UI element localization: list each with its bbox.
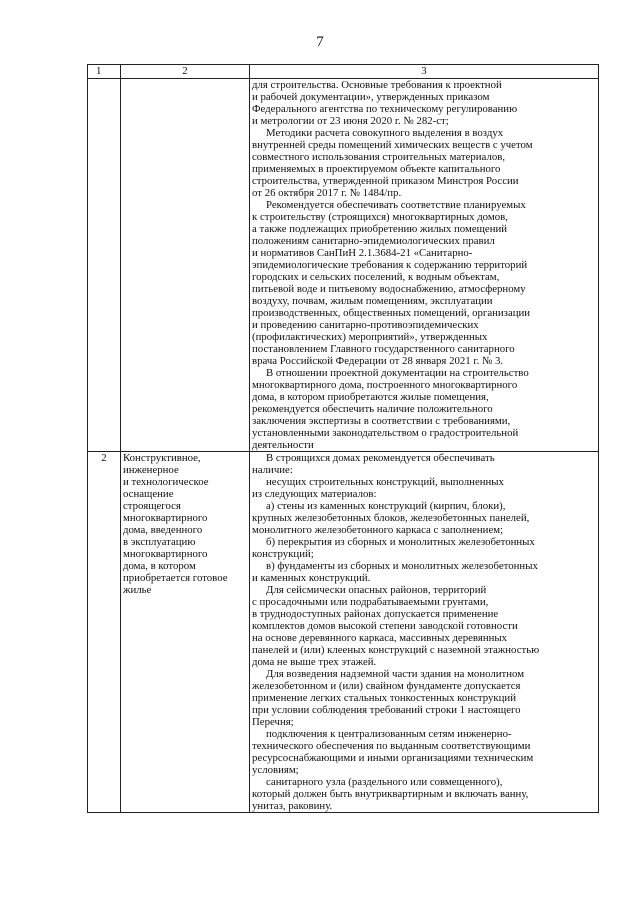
- text-line: Федерального агентства по техническому регулированию: [252, 103, 518, 115]
- text-line: применение легких стальных тонкостенных конструкций: [252, 692, 516, 704]
- text-line: железобетонном и (или) свайном фундаменте допускается: [252, 680, 521, 692]
- label-line: дома, введенного: [123, 524, 203, 536]
- row-text: [250, 452, 599, 813]
- row-number: 2: [88, 452, 121, 813]
- text-line: Рекомендуется обеспечивать соответствие планируемых: [266, 199, 526, 211]
- label-line: в эксплуатацию: [123, 536, 196, 548]
- text-line: наличие:: [252, 464, 293, 476]
- text-line: на основе деревянного каркаса, массивных деревянных: [252, 632, 508, 644]
- text-line: монолитного железобетонного каркаса с заполнением;: [252, 524, 504, 536]
- text-line: Для сейсмически опасных районов, территорий: [266, 584, 487, 596]
- paragraph: [252, 79, 596, 127]
- requirements-table: [87, 64, 599, 813]
- text-line: унитаз, раковину.: [252, 800, 333, 812]
- text-line: городских и сельских поселений, к водным объектам,: [252, 271, 500, 283]
- label-line: дома, в котором: [123, 560, 196, 572]
- text-line: постановлением Главного государственного санитарного: [252, 343, 515, 355]
- text-line: и рабочей документации», утвержденных приказом: [252, 91, 490, 103]
- text-line: в) фундаменты из сборных и монолитных железобетонных: [266, 560, 538, 572]
- text-line: деятельности: [252, 439, 314, 451]
- text-line: и проведению санитарно-противоэпидемических: [252, 319, 479, 331]
- text-line: дома, в котором приобретаются жилые помещения,: [252, 391, 489, 403]
- row-number: [88, 79, 121, 452]
- text-line: Методики расчета совокупного выделения в воздух: [266, 127, 504, 139]
- text-line: технического обеспечения по выданным соответствующими: [252, 740, 531, 752]
- text-line: заключения экспертизы в соответствии с требованиями,: [252, 415, 511, 427]
- text-line: положениям санитарно-эпидемиологических правил: [252, 235, 495, 247]
- text-line: ресурсоснабжающими и иными организациями техническим: [252, 752, 534, 764]
- text-line: строительства, утвержденной приказом Минстроя России: [252, 175, 519, 187]
- paragraph: [252, 584, 596, 668]
- text-line: подключения к централизованным сетям инженерно-: [266, 728, 512, 740]
- paragraph: [252, 728, 596, 776]
- text-line: Для возведения надземной части здания на монолитном: [266, 668, 525, 680]
- text-line: установленными законодательством о градостроительной: [252, 427, 519, 439]
- table-row: [88, 452, 599, 813]
- paragraph: [252, 536, 596, 560]
- text-line: условиям;: [252, 764, 299, 776]
- text-line: к строительству (строящихся) многоквартирных домов,: [252, 211, 508, 223]
- paragraph: [252, 560, 596, 584]
- label-line: многоквартирного: [123, 548, 208, 560]
- text-line: внутренней среды помещений химических веществ с учетом: [252, 139, 533, 151]
- text-line: а) стены из каменных конструкций (кирпич, блоки),: [266, 500, 506, 512]
- paragraph: [252, 199, 596, 367]
- text-line: из следующих материалов:: [252, 488, 377, 500]
- text-line: панелей и (или) клееных конструкций с наземной этажностью: [252, 644, 540, 656]
- label-line: строящегося: [123, 500, 181, 512]
- text-line: применяемых в проектируемом объекте капитального: [252, 163, 501, 175]
- text-line: многоквартирного дома, построенного многоквартирного: [252, 379, 518, 391]
- text-line: рекомендуется обеспечить наличие положительного: [252, 403, 493, 415]
- label-line: многоквартирного: [123, 512, 208, 524]
- text-line: конструкций;: [252, 548, 314, 560]
- header-col-2: 2: [121, 65, 250, 79]
- text-line: врача Российской Федерации от 28 января 2021 г. № 3.: [252, 355, 504, 367]
- row-label: [121, 79, 250, 452]
- paragraph: [252, 776, 596, 812]
- row-label: [121, 452, 250, 813]
- paragraph: [252, 476, 596, 500]
- text-line: В отношении проектной документации на строительство: [266, 367, 529, 379]
- text-line: с просадочными или подрабатываемыми грунтами,: [252, 596, 489, 608]
- paragraph: [252, 668, 596, 728]
- text-line: совместного использования строительных материалов,: [252, 151, 506, 163]
- text-line: питьевой воде и питьевому водоснабжению, атмосферному: [252, 283, 526, 295]
- label-line: оснащение: [123, 488, 174, 500]
- text-line: эпидемиологические требования к содержанию территорий: [252, 259, 528, 271]
- text-line: Перечня;: [252, 716, 294, 728]
- paragraph: [252, 127, 596, 199]
- paragraph: [252, 452, 596, 476]
- text-line: дома не выше трех этажей.: [252, 656, 377, 668]
- label-line: приобретается готовое: [123, 572, 228, 584]
- text-line: производственных, общественных помещений, организации: [252, 307, 531, 319]
- table-header-row: [88, 65, 599, 79]
- text-line: и метрологии от 23 июня 2020 г. № 282-ст;: [252, 115, 449, 127]
- label-line: и технологическое: [123, 476, 209, 488]
- text-line: при условии соблюдения требований строки 1 настоящего: [252, 704, 521, 716]
- text-line: и каменных конструкций.: [252, 572, 371, 584]
- table-row: [88, 79, 599, 452]
- header-col-3: 3: [250, 65, 599, 79]
- text-line: который должен быть внутриквартирным и включать ванну,: [252, 788, 529, 800]
- paragraph: [252, 367, 596, 451]
- label-line: Конструктивное,: [123, 452, 201, 464]
- row-text: [250, 79, 599, 452]
- text-line: от 26 октября 2017 г. № 1484/пр.: [252, 187, 402, 199]
- paragraph: [252, 500, 596, 536]
- text-line: санитарного узла (раздельного или совмещенного),: [266, 776, 503, 788]
- text-line: в труднодоступных районах допускается применение: [252, 608, 499, 620]
- text-line: воздуху, почвам, жилым помещениям, эксплуатации: [252, 295, 493, 307]
- header-col-1: 1: [88, 65, 121, 79]
- text-line: несущих строительных конструкций, выполненных: [266, 476, 504, 488]
- text-line: б) перекрытия из сборных и монолитных железобетонных: [266, 536, 535, 548]
- text-line: для строительства. Основные требования к проектной: [252, 79, 502, 91]
- page-number: 7: [316, 34, 324, 50]
- text-line: а также подлежащих приобретению жилых помещений: [252, 223, 508, 235]
- text-line: В строящихся домах рекомендуется обеспечивать: [266, 452, 495, 464]
- label-line: инженерное: [123, 464, 179, 476]
- text-line: (профилактических) мероприятий», утвержденных: [252, 331, 488, 343]
- text-line: крупных железобетонных блоков, железобетонных панелей,: [252, 512, 530, 524]
- text-line: и нормативов СанПиН 2.1.3684-21 «Санитарно-: [252, 247, 473, 259]
- label-line: жилье: [123, 584, 152, 596]
- text-line: комплектов домов высокой степени заводской готовности: [252, 620, 518, 632]
